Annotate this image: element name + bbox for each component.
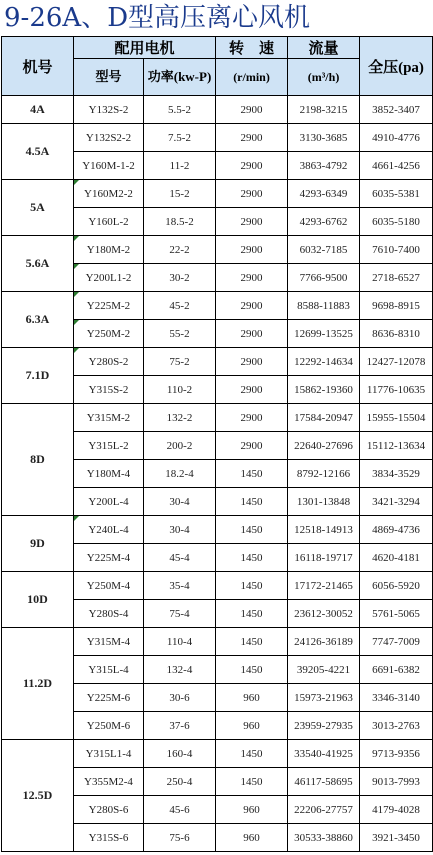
flow-cell: 12699-13525 — [288, 320, 360, 348]
motor-type-text: Y315L-2 — [88, 439, 129, 452]
flow-cell: 17172-21465 — [288, 572, 360, 600]
pressure-cell: 9713-9356 — [360, 740, 433, 768]
speed-cell: 960 — [216, 712, 288, 740]
motor-type-text: Y250M-4 — [86, 579, 131, 592]
motor-type-text: Y225M-2 — [86, 299, 131, 312]
motor-type-text: Y315M-4 — [86, 635, 131, 648]
power-cell: 18.2-4 — [144, 460, 216, 488]
motor-type-cell — [74, 264, 144, 292]
flow-cell: 3863-4792 — [288, 152, 360, 180]
speed-cell: 2900 — [216, 376, 288, 404]
motor-type-cell — [74, 712, 144, 740]
fan-model-cell: 11.2D — [2, 628, 74, 740]
motor-type-cell — [74, 796, 144, 824]
power-cell: 15-2 — [144, 180, 216, 208]
flow-cell: 4293-6349 — [288, 180, 360, 208]
flow-cell: 15862-19360 — [288, 376, 360, 404]
motor-type-cell — [74, 684, 144, 712]
table-row — [2, 180, 433, 208]
power-cell: 75-6 — [144, 824, 216, 852]
motor-type-cell — [74, 152, 144, 180]
power-cell: 7.5-2 — [144, 124, 216, 152]
table-row — [2, 124, 433, 152]
fan-model-cell: 8D — [2, 404, 74, 516]
speed-cell: 1450 — [216, 600, 288, 628]
motor-type-text: Y280S-6 — [88, 803, 129, 816]
motor-type-text: Y160L-2 — [88, 215, 129, 228]
motor-type-text: Y225M-6 — [86, 691, 131, 704]
power-cell: 110-4 — [144, 628, 216, 656]
cell-flag-icon — [74, 180, 79, 185]
power-cell: 18.5-2 — [144, 208, 216, 236]
flow-cell: 33540-41925 — [288, 740, 360, 768]
pressure-cell: 4620-4181 — [360, 544, 433, 572]
header-speed-unit: (r/min) — [216, 59, 288, 96]
motor-type-cell — [74, 460, 144, 488]
motor-type-cell — [74, 488, 144, 516]
pressure-cell: 3346-3140 — [360, 684, 433, 712]
motor-type-text: Y315S-2 — [88, 383, 129, 396]
motor-type-text: Y160M-1-2 — [82, 159, 135, 172]
power-cell: 160-4 — [144, 740, 216, 768]
motor-type-cell — [74, 572, 144, 600]
motor-type-text: Y315L1-4 — [85, 747, 132, 760]
power-cell: 11-2 — [144, 152, 216, 180]
motor-type-cell — [74, 96, 144, 124]
pressure-cell: 3013-2763 — [360, 712, 433, 740]
fan-model-cell: 6.3A — [2, 292, 74, 348]
motor-type-cell — [74, 824, 144, 852]
table-row — [2, 404, 433, 432]
power-cell: 132-2 — [144, 404, 216, 432]
header-power: 功率(kw-P) — [144, 59, 216, 96]
table-row — [2, 740, 433, 768]
pressure-cell: 3834-3529 — [360, 460, 433, 488]
cell-flag-icon — [74, 348, 79, 353]
pressure-cell: 3421-3294 — [360, 488, 433, 516]
cell-flag-icon — [74, 236, 79, 241]
power-cell: 45-2 — [144, 292, 216, 320]
speed-cell: 1450 — [216, 628, 288, 656]
speed-cell: 1450 — [216, 656, 288, 684]
power-cell: 45-6 — [144, 796, 216, 824]
motor-type-text: Y132S-2 — [88, 103, 129, 116]
power-cell: 110-2 — [144, 376, 216, 404]
pressure-cell: 3852-3407 — [360, 96, 433, 124]
flow-cell: 8588-11883 — [288, 292, 360, 320]
motor-type-text: Y280S-2 — [88, 355, 129, 368]
pressure-cell: 6056-5920 — [360, 572, 433, 600]
speed-cell: 1450 — [216, 572, 288, 600]
table-row — [2, 292, 433, 320]
pressure-cell: 7610-7400 — [360, 236, 433, 264]
pressure-cell: 5761-5065 — [360, 600, 433, 628]
fan-model-cell: 4.5A — [2, 124, 74, 180]
power-cell: 30-4 — [144, 516, 216, 544]
flow-cell: 2198-3215 — [288, 96, 360, 124]
header-speed: 转 速 — [216, 37, 288, 59]
cell-flag-icon — [74, 516, 79, 521]
motor-type-text: Y250M-6 — [86, 719, 131, 732]
speed-cell: 2900 — [216, 292, 288, 320]
motor-type-cell — [74, 768, 144, 796]
motor-type-text: Y225M-4 — [86, 551, 131, 564]
fan-model-cell: 12.5D — [2, 740, 74, 852]
speed-cell: 960 — [216, 824, 288, 852]
pressure-cell: 4910-4776 — [360, 124, 433, 152]
table-row — [2, 236, 433, 264]
flow-cell: 24126-36189 — [288, 628, 360, 656]
motor-type-text: Y280S-4 — [88, 607, 129, 620]
power-cell: 250-4 — [144, 768, 216, 796]
speed-cell: 1450 — [216, 768, 288, 796]
motor-type-text: Y315S-6 — [88, 831, 129, 844]
motor-type-cell — [74, 208, 144, 236]
flow-cell: 39205-4221 — [288, 656, 360, 684]
cell-flag-icon — [74, 292, 79, 297]
table-row — [2, 572, 433, 600]
table-row — [2, 96, 433, 124]
power-cell: 75-2 — [144, 348, 216, 376]
pressure-cell: 4179-4028 — [360, 796, 433, 824]
motor-type-text: Y132S2-2 — [85, 131, 132, 144]
speed-cell: 2900 — [216, 320, 288, 348]
power-cell: 35-4 — [144, 572, 216, 600]
motor-type-text: Y250M-2 — [86, 327, 131, 340]
flow-cell: 22640-27696 — [288, 432, 360, 460]
header-model: 机号 — [2, 37, 74, 96]
pressure-cell: 6035-5381 — [360, 180, 433, 208]
pressure-cell: 7747-7009 — [360, 628, 433, 656]
speed-cell: 960 — [216, 684, 288, 712]
speed-cell: 1450 — [216, 488, 288, 516]
pressure-cell: 4869-4736 — [360, 516, 433, 544]
flow-cell: 23612-30052 — [288, 600, 360, 628]
speed-cell: 2900 — [216, 236, 288, 264]
header-motor-type: 型号 — [74, 59, 144, 96]
pressure-cell: 15112-13634 — [360, 432, 433, 460]
speed-cell: 1450 — [216, 460, 288, 488]
speed-cell: 2900 — [216, 208, 288, 236]
power-cell: 132-4 — [144, 656, 216, 684]
pressure-cell: 11776-10635 — [360, 376, 433, 404]
flow-cell: 30533-38860 — [288, 824, 360, 852]
motor-type-cell — [74, 516, 144, 544]
motor-type-cell — [74, 656, 144, 684]
flow-cell: 23959-27935 — [288, 712, 360, 740]
speed-cell: 2900 — [216, 264, 288, 292]
speed-cell: 2900 — [216, 348, 288, 376]
fan-model-cell: 7.1D — [2, 348, 74, 404]
flow-cell: 4293-6762 — [288, 208, 360, 236]
motor-type-cell — [74, 740, 144, 768]
speed-cell: 2900 — [216, 152, 288, 180]
pressure-cell: 6691-6382 — [360, 656, 433, 684]
flow-cell: 3130-3685 — [288, 124, 360, 152]
flow-cell: 12518-14913 — [288, 516, 360, 544]
motor-type-cell — [74, 348, 144, 376]
motor-type-text: Y355M2-4 — [84, 775, 133, 788]
motor-type-cell — [74, 236, 144, 264]
fan-model-cell: 9D — [2, 516, 74, 572]
speed-cell: 1450 — [216, 740, 288, 768]
motor-type-cell — [74, 124, 144, 152]
header-flow-unit: (m³/h) — [288, 59, 360, 96]
motor-type-text: Y180M-2 — [86, 243, 131, 256]
header-motor-group: 配用电机 — [74, 37, 216, 59]
table-header — [2, 37, 433, 96]
table-row — [2, 516, 433, 544]
page-title: 9-26A、D型高压离心风机 — [4, 3, 311, 33]
flow-cell: 16118-19717 — [288, 544, 360, 572]
speed-cell: 2900 — [216, 96, 288, 124]
pressure-cell: 3921-3450 — [360, 824, 433, 852]
fan-model-cell: 5A — [2, 180, 74, 236]
motor-type-cell — [74, 180, 144, 208]
pressure-cell: 15955-15504 — [360, 404, 433, 432]
cell-flag-icon — [74, 320, 79, 325]
motor-type-text: Y160M2-2 — [84, 187, 133, 200]
table-row — [2, 348, 433, 376]
speed-cell: 1450 — [216, 516, 288, 544]
motor-type-cell — [74, 432, 144, 460]
pressure-cell: 8636-8310 — [360, 320, 433, 348]
motor-type-cell — [74, 376, 144, 404]
fan-model-cell: 10D — [2, 572, 74, 628]
motor-type-cell — [74, 544, 144, 572]
motor-type-cell — [74, 320, 144, 348]
speed-cell: 2900 — [216, 124, 288, 152]
power-cell: 22-2 — [144, 236, 216, 264]
speed-cell: 2900 — [216, 404, 288, 432]
speed-cell: 960 — [216, 796, 288, 824]
pressure-cell: 6035-5180 — [360, 208, 433, 236]
flow-cell: 12292-14634 — [288, 348, 360, 376]
power-cell: 200-2 — [144, 432, 216, 460]
header-pressure: 全压(pa) — [360, 37, 433, 96]
power-cell: 30-6 — [144, 684, 216, 712]
motor-type-text: Y180M-4 — [86, 467, 131, 480]
speed-cell: 1450 — [216, 544, 288, 572]
power-cell: 37-6 — [144, 712, 216, 740]
table-body — [2, 96, 433, 852]
pressure-cell: 4661-4256 — [360, 152, 433, 180]
flow-cell: 6032-7185 — [288, 236, 360, 264]
flow-cell: 15973-21963 — [288, 684, 360, 712]
cell-flag-icon — [74, 264, 79, 269]
motor-type-cell — [74, 628, 144, 656]
fan-model-cell: 4A — [2, 96, 74, 124]
speed-cell: 2900 — [216, 432, 288, 460]
pressure-cell: 2718-6527 — [360, 264, 433, 292]
motor-type-text: Y200L1-2 — [85, 271, 132, 284]
motor-type-cell — [74, 404, 144, 432]
motor-type-text: Y200L-4 — [88, 495, 129, 508]
motor-type-text: Y315M-2 — [86, 411, 131, 424]
motor-type-cell — [74, 600, 144, 628]
power-cell: 30-2 — [144, 264, 216, 292]
speed-cell: 2900 — [216, 180, 288, 208]
motor-type-text: Y240L-4 — [88, 523, 129, 536]
pressure-cell: 12427-12078 — [360, 348, 433, 376]
motor-type-cell — [74, 292, 144, 320]
pressure-cell: 9013-7993 — [360, 768, 433, 796]
flow-cell: 8792-12166 — [288, 460, 360, 488]
motor-type-text: Y315L-4 — [88, 663, 129, 676]
power-cell: 30-4 — [144, 488, 216, 516]
fan-model-cell: 5.6A — [2, 236, 74, 292]
power-cell: 5.5-2 — [144, 96, 216, 124]
fan-spec-table — [1, 36, 433, 852]
table-row — [2, 628, 433, 656]
flow-cell: 17584-20947 — [288, 404, 360, 432]
header-flow: 流量 — [288, 37, 360, 59]
flow-cell: 1301-13848 — [288, 488, 360, 516]
power-cell: 45-4 — [144, 544, 216, 572]
power-cell: 55-2 — [144, 320, 216, 348]
pressure-cell: 9698-8915 — [360, 292, 433, 320]
flow-cell: 46117-58695 — [288, 768, 360, 796]
flow-cell: 22206-27757 — [288, 796, 360, 824]
power-cell: 75-4 — [144, 600, 216, 628]
flow-cell: 7766-9500 — [288, 264, 360, 292]
